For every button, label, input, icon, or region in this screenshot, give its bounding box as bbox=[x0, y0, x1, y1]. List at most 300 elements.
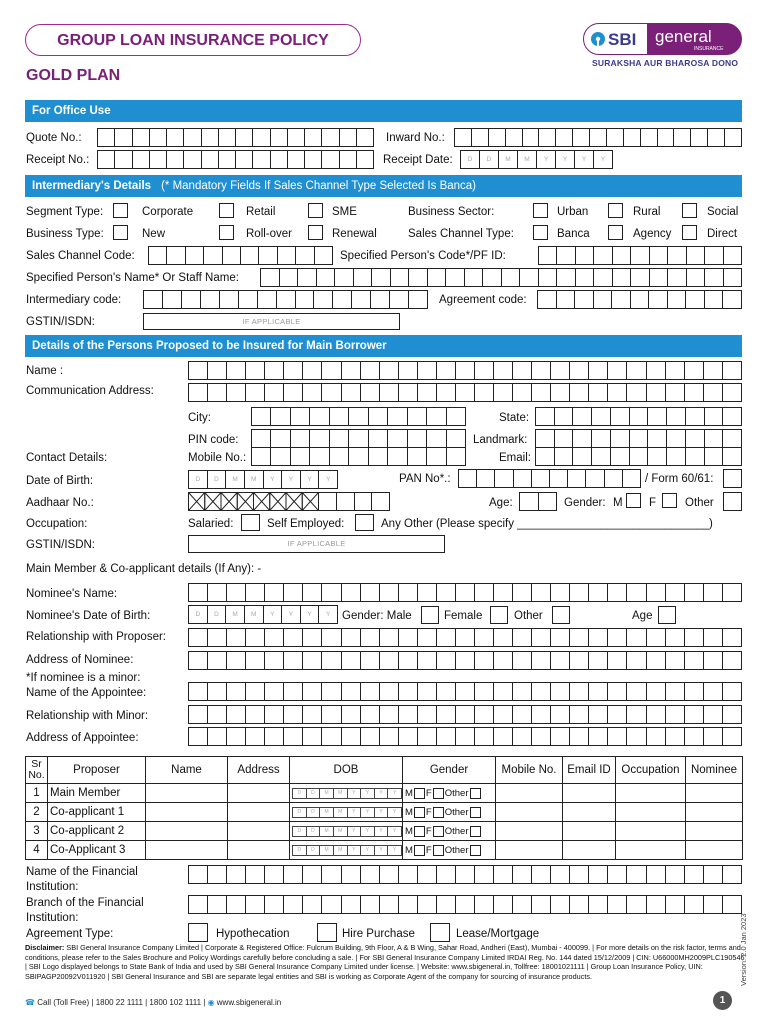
entry-cell bbox=[551, 706, 570, 723]
entry-cell bbox=[589, 362, 608, 379]
dob-field[interactable] bbox=[188, 470, 338, 489]
entry-cell bbox=[342, 384, 361, 401]
entry-cell bbox=[437, 896, 456, 913]
entry-cell bbox=[704, 683, 723, 700]
entry-cell bbox=[437, 629, 456, 646]
entry-cell bbox=[310, 430, 329, 447]
member-m-label: M bbox=[405, 787, 413, 799]
aadhaar-field[interactable] bbox=[318, 492, 390, 511]
entry-cell bbox=[399, 706, 418, 723]
entry-cell bbox=[361, 652, 380, 669]
entry-cell bbox=[352, 291, 371, 308]
entry-cell bbox=[456, 866, 475, 883]
entry-cell bbox=[666, 384, 685, 401]
entry-cell bbox=[427, 430, 446, 447]
member-address-cell[interactable] bbox=[228, 841, 290, 860]
entry-cell bbox=[594, 291, 613, 308]
entry-cell bbox=[532, 362, 551, 379]
entry-cell bbox=[271, 129, 288, 146]
entry-cell bbox=[98, 129, 115, 146]
nominee-female-checkbox[interactable] bbox=[490, 606, 508, 624]
nominee-address-field[interactable] bbox=[188, 651, 742, 670]
entry-cell bbox=[650, 247, 668, 264]
entry-cell bbox=[724, 269, 743, 286]
nominee-dob-field[interactable] bbox=[188, 605, 338, 624]
entry-cell bbox=[589, 629, 608, 646]
date-cell: Y bbox=[375, 789, 389, 798]
entry-cell bbox=[627, 362, 646, 379]
entry-cell bbox=[278, 247, 296, 264]
member-nominee-cell[interactable] bbox=[686, 784, 743, 803]
entry-cell bbox=[704, 362, 723, 379]
entry-cell bbox=[322, 683, 341, 700]
entry-cell bbox=[456, 728, 475, 745]
appointee-name-field[interactable] bbox=[188, 682, 742, 701]
sales-channel-code-field[interactable] bbox=[148, 246, 333, 265]
entry-cell bbox=[189, 652, 208, 669]
member-dob-field[interactable] bbox=[292, 788, 402, 799]
entry-cell bbox=[456, 652, 475, 669]
member-proposer: Main Member bbox=[48, 784, 146, 803]
entry-cell bbox=[322, 384, 341, 401]
entry-cell bbox=[437, 362, 456, 379]
entry-cell bbox=[361, 584, 380, 601]
member-gender-cell[interactable] bbox=[403, 803, 496, 822]
member-f-checkbox[interactable] bbox=[433, 788, 444, 799]
member-occupation-cell[interactable] bbox=[616, 822, 686, 841]
entry-cell bbox=[647, 896, 666, 913]
entry-cell bbox=[472, 129, 489, 146]
entry-cell bbox=[647, 706, 666, 723]
member-dob-cell[interactable] bbox=[290, 841, 403, 860]
entry-cell bbox=[342, 584, 361, 601]
entry-cell bbox=[186, 247, 204, 264]
member-other-checkbox[interactable] bbox=[470, 826, 481, 837]
entry-cell bbox=[208, 683, 227, 700]
entry-cell bbox=[167, 247, 185, 264]
entry-cell bbox=[594, 269, 613, 286]
member-mobile-cell[interactable] bbox=[496, 803, 563, 822]
member-nominee-cell[interactable] bbox=[686, 822, 743, 841]
member-f-checkbox[interactable] bbox=[433, 826, 444, 837]
footer-contact bbox=[25, 998, 281, 1007]
entry-cell bbox=[201, 291, 220, 308]
entry-cell bbox=[513, 728, 532, 745]
date-cell: Y bbox=[348, 789, 362, 798]
member-m-label: M bbox=[405, 825, 413, 837]
member-m-checkbox[interactable] bbox=[414, 807, 425, 818]
entry-cell bbox=[475, 896, 494, 913]
entry-cell bbox=[608, 728, 627, 745]
member-gender-cell[interactable] bbox=[403, 841, 496, 860]
header-sr-no: Sr No. bbox=[26, 757, 48, 784]
date-cell: M bbox=[245, 606, 264, 623]
member-name-cell[interactable] bbox=[146, 803, 228, 822]
entry-cell bbox=[536, 430, 555, 447]
entry-cell bbox=[361, 362, 380, 379]
entry-cell bbox=[246, 866, 265, 883]
entry-cell bbox=[494, 728, 513, 745]
entry-cell bbox=[182, 291, 201, 308]
member-address-cell[interactable] bbox=[228, 784, 290, 803]
branch-field[interactable] bbox=[188, 895, 742, 914]
entry-cell bbox=[342, 866, 361, 883]
member-m-checkbox[interactable] bbox=[414, 788, 425, 799]
specified-name-field[interactable] bbox=[260, 268, 742, 287]
entry-cell bbox=[220, 291, 239, 308]
entry-cell bbox=[418, 362, 437, 379]
entry-cell bbox=[570, 652, 589, 669]
entry-cell bbox=[631, 269, 650, 286]
member-address-cell[interactable] bbox=[228, 822, 290, 841]
member-nominee-cell[interactable] bbox=[686, 841, 743, 860]
entry-cell bbox=[418, 629, 437, 646]
entry-cell bbox=[573, 448, 592, 465]
date-cell: Y bbox=[348, 827, 362, 836]
pan-label: PAN No*.: bbox=[399, 473, 451, 485]
business-type-label: Business Type: bbox=[26, 228, 104, 240]
member-mobile-cell[interactable] bbox=[496, 841, 563, 860]
new-checkbox[interactable] bbox=[113, 225, 128, 240]
entry-cell bbox=[513, 652, 532, 669]
institution-name-field[interactable] bbox=[188, 865, 742, 884]
corporate-checkbox[interactable] bbox=[113, 203, 128, 218]
entry-cell bbox=[532, 584, 551, 601]
member-gender-options bbox=[405, 845, 493, 856]
member-mobile-cell[interactable] bbox=[496, 822, 563, 841]
relationship-minor-label: Relationship with Minor: bbox=[26, 710, 149, 722]
entry-cell bbox=[494, 683, 513, 700]
entry-cell bbox=[608, 652, 627, 669]
entry-cell bbox=[576, 247, 594, 264]
lease-checkbox[interactable] bbox=[430, 923, 450, 942]
persons-heading: Details of the Persons Proposed to be Insured for Main Borrower bbox=[32, 340, 387, 352]
member-name-cell[interactable] bbox=[146, 784, 228, 803]
member-gender-cell[interactable] bbox=[403, 822, 496, 841]
footer-call: Call (Toll Free) | 1800 22 1111 | 1800 102 1111 | bbox=[37, 998, 206, 1007]
date-cell: M bbox=[334, 808, 348, 817]
entry-cell bbox=[227, 866, 246, 883]
entry-cell bbox=[399, 629, 418, 646]
self-employed-checkbox[interactable] bbox=[355, 514, 374, 531]
hypothecation-checkbox[interactable] bbox=[188, 923, 208, 942]
footer-website[interactable]: www.sbigeneral.in bbox=[216, 998, 282, 1007]
nominee-gender-male-label: Gender: Male bbox=[342, 610, 412, 622]
entry-cell bbox=[570, 362, 589, 379]
rural-checkbox[interactable] bbox=[608, 203, 623, 218]
entry-cell bbox=[380, 629, 399, 646]
entry-cell bbox=[357, 129, 374, 146]
member-address-cell[interactable] bbox=[228, 803, 290, 822]
entry-cell bbox=[686, 448, 705, 465]
entry-cell bbox=[570, 896, 589, 913]
entry-cell bbox=[437, 683, 456, 700]
entry-cell bbox=[605, 470, 623, 487]
member-m-checkbox[interactable] bbox=[414, 826, 425, 837]
inward-no-field[interactable] bbox=[454, 128, 742, 147]
entry-cell bbox=[570, 706, 589, 723]
member-dob-field[interactable] bbox=[292, 807, 402, 818]
entry-cell bbox=[589, 584, 608, 601]
header-address: Address bbox=[228, 757, 290, 784]
intermediary-band bbox=[25, 175, 742, 197]
entry-cell bbox=[551, 652, 570, 669]
member-dob-cell[interactable] bbox=[290, 803, 403, 822]
date-cell: Y bbox=[375, 808, 389, 817]
entry-cell bbox=[494, 629, 513, 646]
entry-cell bbox=[227, 652, 246, 669]
entry-cell bbox=[666, 362, 685, 379]
nominee-other-checkbox[interactable] bbox=[552, 606, 570, 624]
nominee-age-field[interactable] bbox=[658, 606, 676, 624]
entry-cell bbox=[189, 683, 208, 700]
entry-cell bbox=[361, 896, 380, 913]
entry-cell bbox=[241, 247, 259, 264]
entry-cell bbox=[390, 291, 409, 308]
communication-address-label: Communication Address: bbox=[26, 385, 154, 397]
entry-cell bbox=[555, 408, 574, 425]
banca-checkbox[interactable] bbox=[533, 225, 548, 240]
entry-cell bbox=[704, 629, 723, 646]
gender-f-label: F bbox=[649, 497, 657, 509]
segment-type-label: Segment Type: bbox=[26, 206, 104, 218]
renewal-checkbox[interactable] bbox=[308, 225, 323, 240]
persons-gstin-field[interactable]: IF APPLICABLE bbox=[188, 535, 445, 553]
member-gender-options bbox=[405, 807, 493, 818]
entry-cell bbox=[223, 247, 241, 264]
member-m-label: M bbox=[405, 844, 413, 856]
entry-cell bbox=[342, 683, 361, 700]
rollover-checkbox[interactable] bbox=[219, 225, 234, 240]
direct-checkbox[interactable] bbox=[682, 225, 697, 240]
entry-cell bbox=[687, 247, 705, 264]
member-occupation-cell[interactable] bbox=[616, 803, 686, 822]
entry-cell bbox=[391, 269, 410, 286]
entry-cell bbox=[475, 866, 494, 883]
social-label: Social bbox=[707, 206, 739, 218]
entry-cell bbox=[589, 652, 608, 669]
entry-cell bbox=[380, 652, 399, 669]
entry-cell bbox=[227, 706, 246, 723]
entry-cell bbox=[98, 151, 115, 168]
entry-cell bbox=[551, 896, 570, 913]
entry-cell bbox=[310, 408, 329, 425]
form60-field[interactable] bbox=[723, 469, 742, 488]
relationship-field[interactable] bbox=[188, 628, 742, 647]
entry-cell bbox=[520, 493, 539, 510]
entry-cell bbox=[589, 866, 608, 883]
entry-cell bbox=[623, 470, 641, 487]
member-other-checkbox[interactable] bbox=[470, 788, 481, 799]
entry-cell bbox=[608, 584, 627, 601]
member-f-checkbox[interactable] bbox=[433, 807, 444, 818]
date-cell: M bbox=[320, 789, 334, 798]
entry-cell bbox=[208, 706, 227, 723]
date-cell: Y bbox=[388, 808, 402, 817]
member-mobile-cell[interactable] bbox=[496, 784, 563, 803]
entry-cell bbox=[666, 896, 685, 913]
entry-cell bbox=[475, 728, 494, 745]
date-cell: Y bbox=[361, 827, 375, 836]
member-email-cell[interactable] bbox=[563, 803, 616, 822]
city-field[interactable] bbox=[251, 407, 466, 426]
member-email-cell[interactable] bbox=[563, 841, 616, 860]
appointee-address-label: Address of Appointee: bbox=[26, 732, 139, 744]
entry-cell bbox=[475, 706, 494, 723]
entry-cell bbox=[538, 291, 557, 308]
entry-cell bbox=[667, 430, 686, 447]
entry-cell bbox=[589, 384, 608, 401]
member-dob-cell[interactable] bbox=[290, 822, 403, 841]
retail-checkbox[interactable] bbox=[219, 203, 234, 218]
member-m-checkbox[interactable] bbox=[414, 845, 425, 856]
tagline: SURAKSHA AUR BHAROSA DONO bbox=[592, 58, 739, 68]
branch-label-1: Branch of the Financial bbox=[26, 897, 144, 909]
state-field[interactable] bbox=[535, 407, 742, 426]
appointee-address-field[interactable] bbox=[188, 727, 742, 746]
member-name-cell[interactable] bbox=[146, 841, 228, 860]
landmark-field[interactable] bbox=[535, 429, 742, 448]
header-email: Email ID bbox=[563, 757, 616, 784]
entry-cell bbox=[494, 362, 513, 379]
banca-label: Banca bbox=[557, 228, 590, 240]
email-field[interactable] bbox=[535, 447, 742, 466]
gender-f-checkbox[interactable] bbox=[662, 493, 677, 508]
sme-checkbox[interactable] bbox=[308, 203, 323, 218]
entry-cell bbox=[291, 408, 310, 425]
salaried-label: Salaried: bbox=[188, 518, 234, 530]
gender-m-checkbox[interactable] bbox=[626, 493, 641, 508]
member-name-cell[interactable] bbox=[146, 822, 228, 841]
nominee-male-checkbox[interactable] bbox=[421, 606, 439, 624]
date-cell: Y bbox=[388, 846, 402, 855]
entry-cell bbox=[647, 728, 666, 745]
intermediary-gstin-field[interactable]: IF APPLICABLE bbox=[143, 313, 400, 330]
nominee-dob-label: Nominee's Date of Birth: bbox=[26, 610, 151, 622]
pan-field[interactable] bbox=[458, 469, 641, 488]
entry-cell bbox=[418, 728, 437, 745]
nominee-name-field[interactable] bbox=[188, 583, 742, 602]
date-cell: Y bbox=[282, 471, 301, 488]
entry-cell bbox=[674, 129, 691, 146]
entry-cell bbox=[437, 384, 456, 401]
member-occupation-cell[interactable] bbox=[616, 784, 686, 803]
member-other-checkbox[interactable] bbox=[470, 807, 481, 818]
address-line1-field[interactable] bbox=[188, 383, 742, 402]
entry-cell bbox=[227, 362, 246, 379]
age-field[interactable] bbox=[519, 492, 557, 511]
entry-cell bbox=[686, 408, 705, 425]
social-checkbox[interactable] bbox=[682, 203, 697, 218]
relationship-minor-field[interactable] bbox=[188, 705, 742, 724]
entry-cell bbox=[388, 448, 407, 465]
institution-name-label-1: Name of the Financial bbox=[26, 866, 138, 878]
member-gender-cell[interactable] bbox=[403, 784, 496, 803]
member-occupation-cell[interactable] bbox=[616, 841, 686, 860]
member-email-cell[interactable] bbox=[563, 784, 616, 803]
entry-cell bbox=[305, 151, 322, 168]
entry-cell bbox=[380, 683, 399, 700]
entry-cell bbox=[447, 408, 466, 425]
entry-cell bbox=[322, 129, 339, 146]
entry-cell bbox=[589, 683, 608, 700]
contact-details-label: Contact Details: bbox=[26, 452, 108, 464]
disclaimer-label: Disclaimer: bbox=[25, 943, 65, 952]
hire-purchase-checkbox[interactable] bbox=[317, 923, 337, 942]
entry-cell bbox=[361, 384, 380, 401]
member-f-label: F bbox=[425, 787, 432, 799]
entry-cell bbox=[557, 291, 576, 308]
entry-cell bbox=[536, 448, 555, 465]
logo-sbi-text: SBI bbox=[608, 30, 637, 49]
member-row bbox=[26, 841, 743, 860]
entry-cell bbox=[271, 408, 290, 425]
entry-cell bbox=[372, 269, 391, 286]
entry-cell bbox=[532, 683, 551, 700]
member-dob-field[interactable] bbox=[292, 826, 402, 837]
entry-cell bbox=[437, 728, 456, 745]
specified-code-field[interactable] bbox=[538, 246, 742, 265]
member-other-checkbox[interactable] bbox=[470, 845, 481, 856]
entry-cell bbox=[539, 269, 558, 286]
entry-cell bbox=[202, 129, 219, 146]
entry-cell bbox=[418, 706, 437, 723]
name-field[interactable] bbox=[188, 361, 742, 380]
entry-cell bbox=[685, 362, 704, 379]
member-dob-cell[interactable] bbox=[290, 784, 403, 803]
urban-checkbox[interactable] bbox=[533, 203, 548, 218]
mobile-field[interactable] bbox=[251, 447, 466, 466]
entry-cell bbox=[513, 896, 532, 913]
entry-cell bbox=[723, 728, 742, 745]
institution-name-label-2: Institution: bbox=[26, 881, 79, 893]
entry-cell bbox=[723, 629, 742, 646]
member-nominee-cell[interactable] bbox=[686, 803, 743, 822]
entry-cell bbox=[184, 151, 201, 168]
agreement-code-field[interactable] bbox=[537, 290, 742, 309]
gender-other-checkbox[interactable] bbox=[723, 492, 742, 511]
entry-cell bbox=[409, 269, 428, 286]
member-f-checkbox[interactable] bbox=[433, 845, 444, 856]
entry-cell bbox=[723, 362, 742, 379]
entry-cell bbox=[608, 706, 627, 723]
salaried-checkbox[interactable] bbox=[241, 514, 260, 531]
entry-cell bbox=[189, 866, 208, 883]
pin-field[interactable] bbox=[251, 429, 466, 448]
specified-code-label: Specified Person's Code*/PF ID: bbox=[340, 250, 506, 262]
nominee-other-label: Other bbox=[514, 610, 543, 622]
quote-no-field[interactable] bbox=[97, 128, 374, 147]
entry-cell bbox=[284, 362, 303, 379]
entry-cell bbox=[723, 291, 742, 308]
entry-cell bbox=[380, 362, 399, 379]
agency-checkbox[interactable] bbox=[608, 225, 623, 240]
receipt-date-field[interactable] bbox=[460, 150, 613, 169]
entry-cell bbox=[456, 896, 475, 913]
intermediary-note: (* Mandatory Fields If Sales Channel Type Selected Is Banca) bbox=[161, 180, 477, 192]
entry-cell bbox=[369, 430, 388, 447]
date-cell: M bbox=[334, 827, 348, 836]
member-email-cell[interactable] bbox=[563, 822, 616, 841]
entry-cell bbox=[514, 470, 532, 487]
member-dob-field[interactable] bbox=[292, 845, 402, 856]
date-cell: Y bbox=[375, 827, 389, 836]
receipt-no-field[interactable] bbox=[97, 150, 374, 169]
date-cell: M bbox=[334, 789, 348, 798]
entry-cell bbox=[612, 291, 631, 308]
intermediary-code-field[interactable] bbox=[143, 290, 428, 309]
entry-cell bbox=[150, 151, 167, 168]
